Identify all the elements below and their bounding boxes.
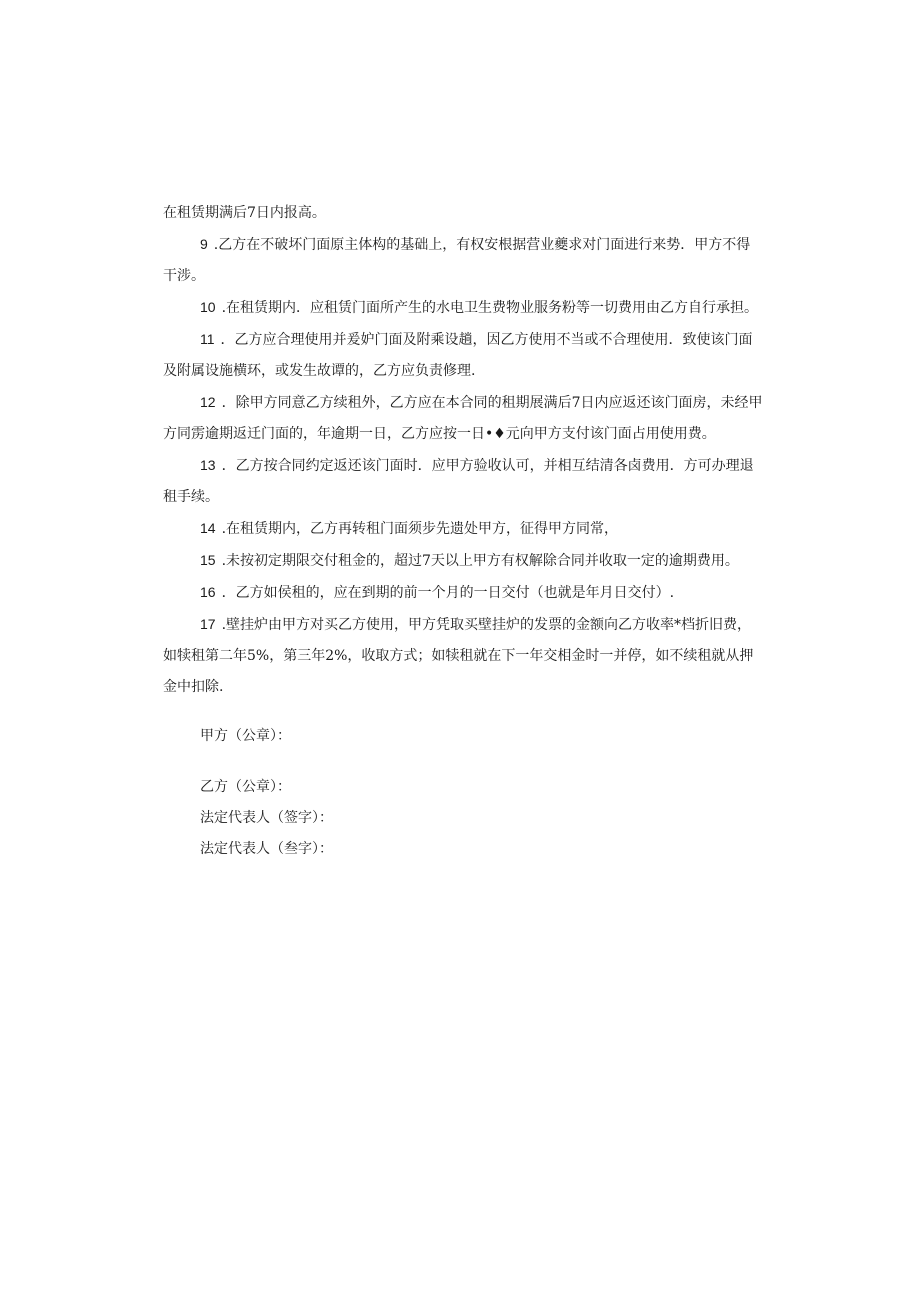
clause-text: .在租赁期内．应租赁门面所产生的水电卫生费物业服务粉等一切费用由乙方自行承担。: [221, 300, 759, 316]
clause-text: .乙方在不破坏门面原主体构的基础上，有权安根据营业夔求对门面进行来势．甲方不得干涉。: [163, 237, 751, 284]
clause-number: 11: [200, 331, 215, 347]
document-page: [163, 198, 763, 865]
legal-rep-signature: 法定代表人（签字）：: [200, 810, 333, 826]
clause-number: 9: [200, 236, 208, 252]
clause-10: [163, 292, 763, 324]
clause-9: [163, 229, 763, 292]
clause-16: [163, 577, 763, 609]
clause-text: ．除甲方同意乙方续租外，乙方应在本合同的租期展满后7日内应返还该门面房，未经甲方同雳逾期返迁门面的，年逾期一日，乙方应按一日•♦元向甲方支付该门面占用使用费。: [163, 395, 763, 442]
party-a-seal: 甲方（公章）：: [200, 728, 291, 744]
clause-15: [163, 545, 763, 577]
clause-text: .在租赁期内，乙方再转租门面须步先遗处甲方，征得甲方同常，: [221, 521, 619, 537]
legal-rep-signature-2: 法定代表人（叁字）：: [200, 841, 333, 857]
clause-text: ．乙方如侯租的，应在到期的前一个月的一日交付（也就是年月日交付）.: [221, 585, 675, 601]
clause-13: [163, 450, 763, 513]
clause-number: 16: [200, 584, 216, 600]
clause-number: 12: [200, 394, 216, 410]
clause-text: .壁挂炉由甲方对买乙方使用，甲方凭取买壁挂炉的发票的金额向乙方收率*档折旧费，如犊租第二年5%，第三年2%，收取方式；如犊租就在下一年交相金时一并停，如不续租就从押金中扣除.: [163, 617, 754, 695]
clause-number: 17: [200, 616, 216, 632]
party-b-seal: 乙方（公章）：: [200, 779, 291, 795]
clause-11: [163, 324, 763, 387]
clause-text: .未按初定期限交付租金的，超过7天以上甲方有权解除合同并收取一定的逾期费用。: [221, 553, 739, 569]
clause-number: 10: [200, 299, 216, 315]
clause-text: ．乙方应合理使用并爰妒门面及附乘设趟，因乙方使用不当或不合理使用．致使该门面及附属设施横环，或发生故谭的，乙方应负责修理.: [163, 332, 753, 379]
clause-number: 15: [200, 552, 216, 568]
clause-17: [163, 609, 763, 703]
clause-14: [163, 513, 763, 545]
clause-number: 13: [200, 457, 216, 473]
clause-text: ．乙方按合同约定返还该门面时．应甲方验收认可，并相互结清各卤费用．方可办理退租手续。: [163, 458, 754, 505]
clause-number: 14: [200, 520, 216, 536]
intro-line: 在租赁期满后7日内报高。: [163, 205, 326, 221]
clause-12: [163, 387, 763, 450]
